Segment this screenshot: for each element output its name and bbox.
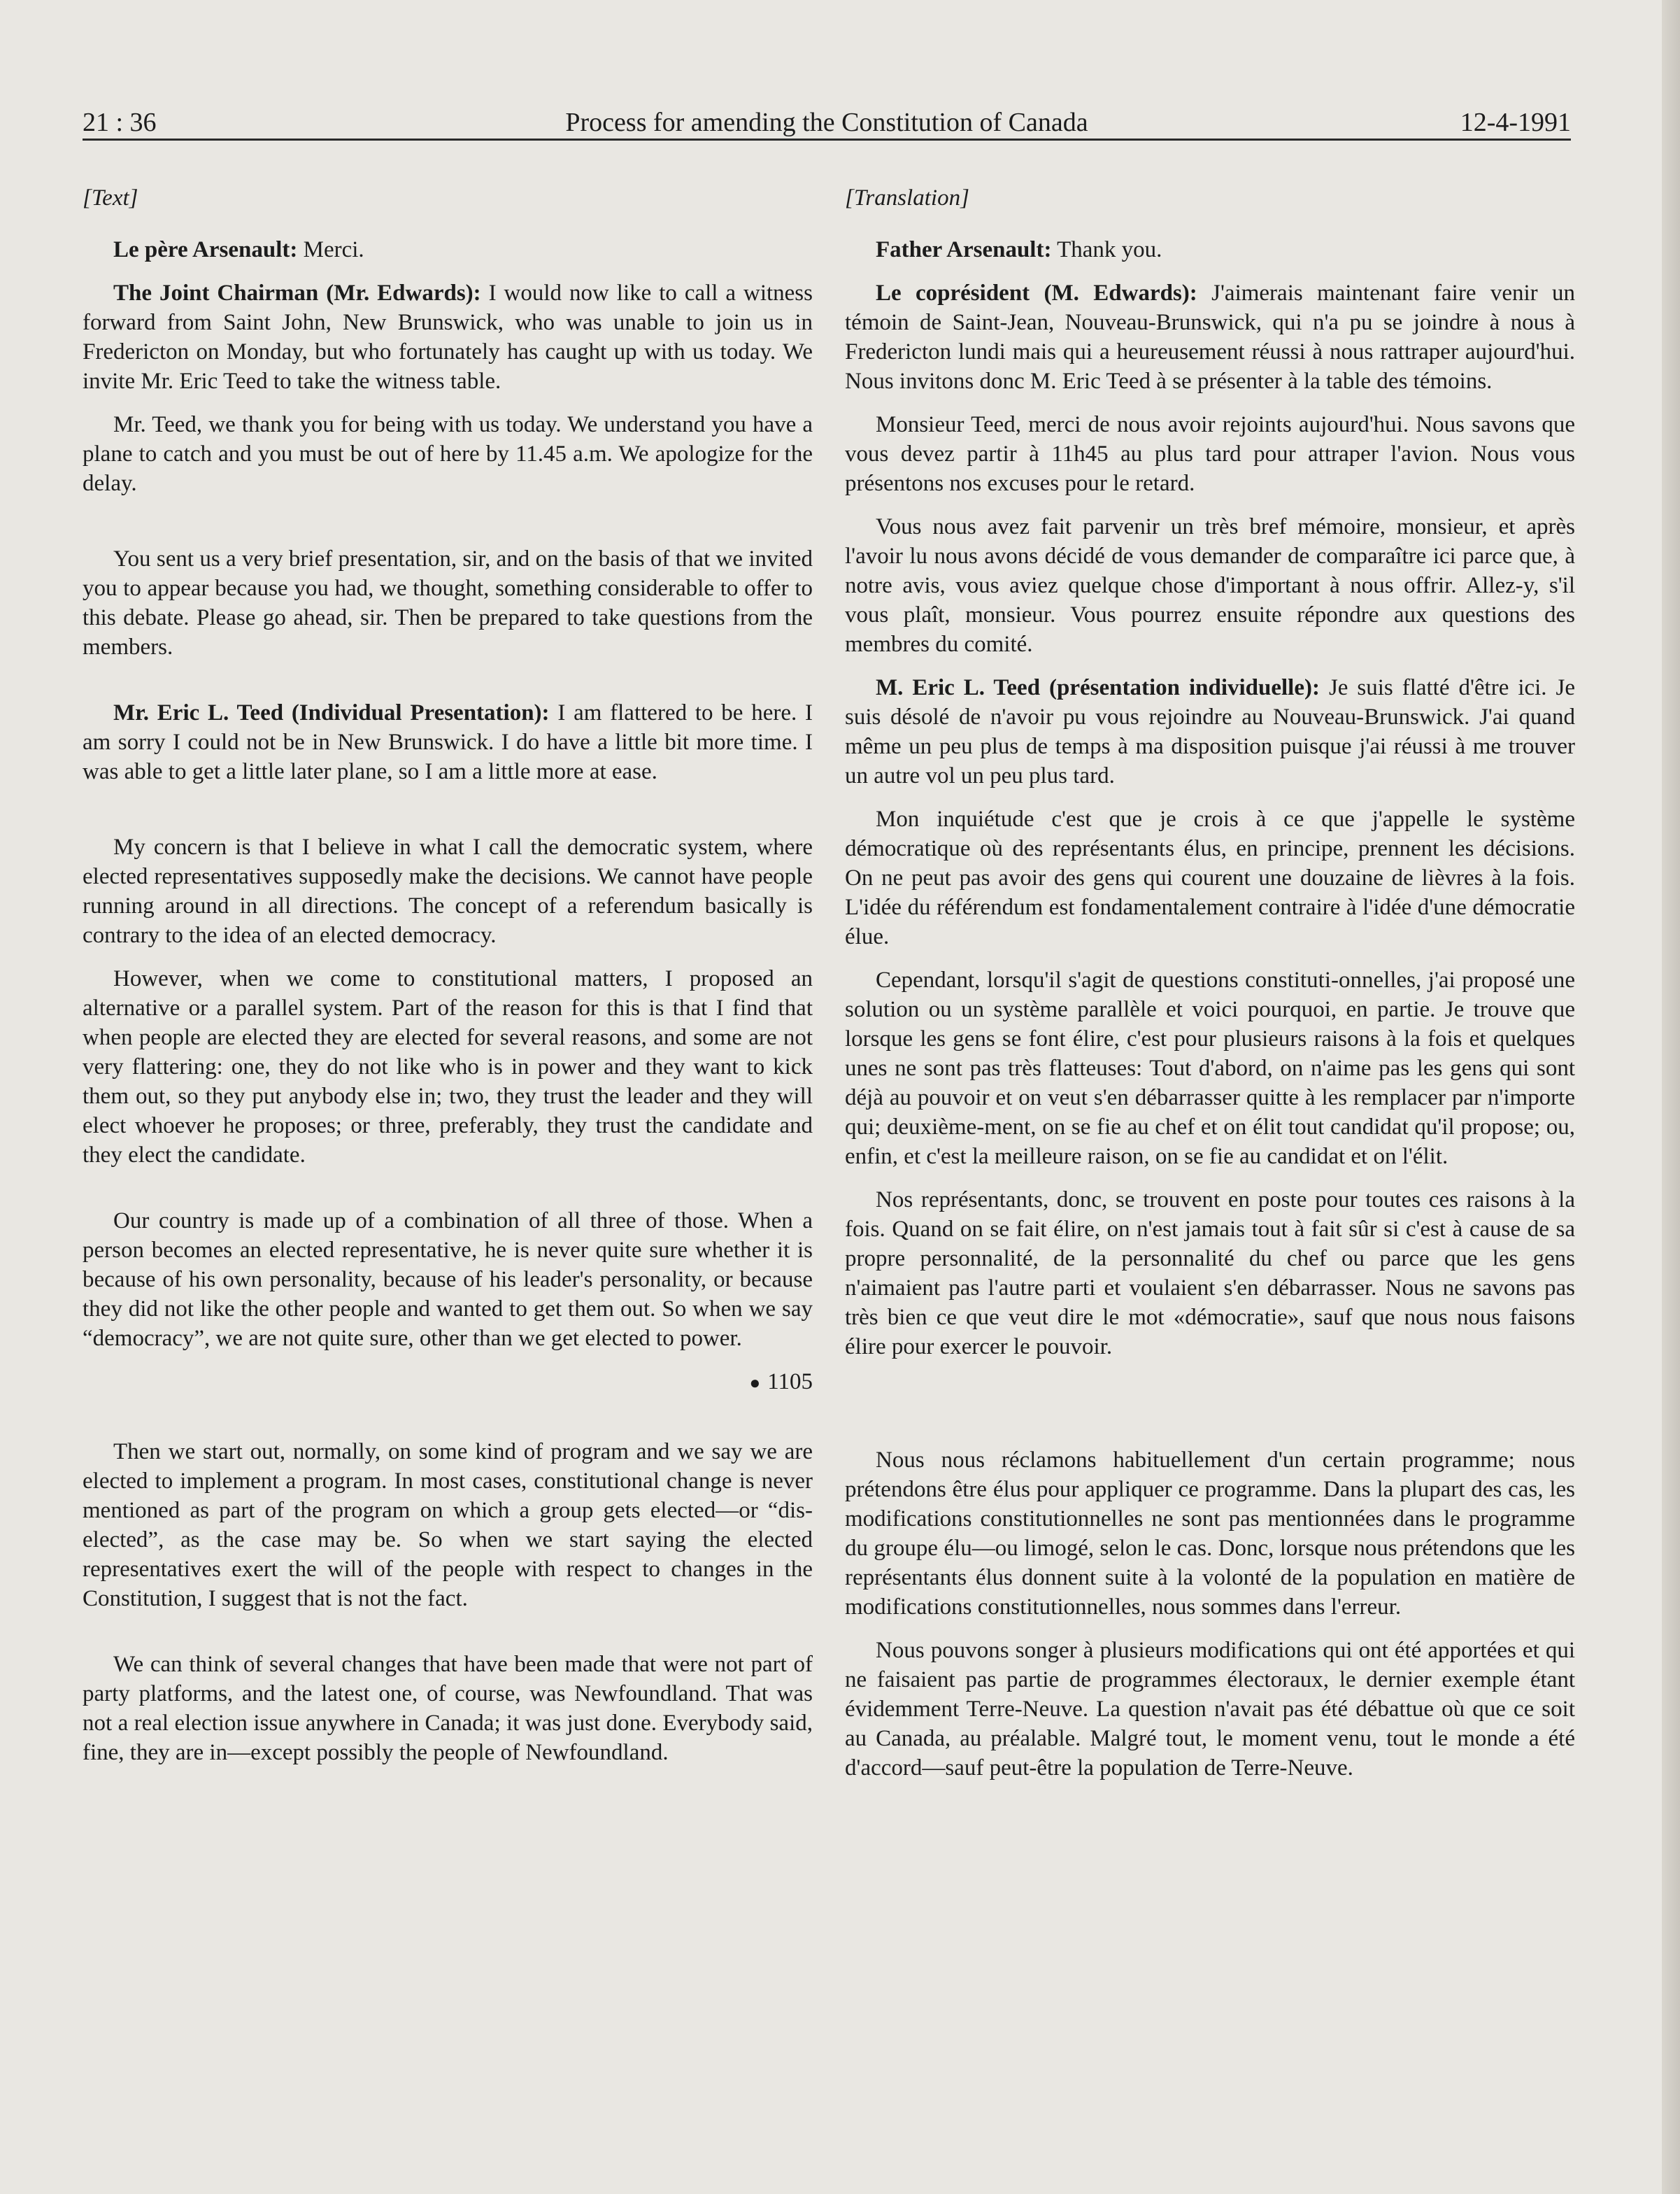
speaker-name: Father Arsenault: bbox=[876, 237, 1052, 262]
paragraph: Our country is made up of a combination of all three of those. When a person becomes an elected representative, he is never quite sure whether it is because of his own personality, because of his leader's personality, or because they did not like the other people and wanted to get them out. So when we say “democracy”, we are not quite sure, other than we get elected to power. bbox=[83, 1208, 813, 1351]
paragraph-text: I am flattered to be here. I am sorry I could not be in New Brunswick. I do have a little bit more time. I was able to get a little later plane, so I am a little more at ease. bbox=[83, 700, 813, 784]
paragraph: Cependant, lorsqu'il s'agit de questions constituti-onnelles, j'ai proposé une solution ou un système parallèle et voici pourquoi, en partie. Je trouve que lorsque les gens se font élire, c'est pour plusieurs raisons à la fois et quelques unes ne sont pas très flatteuses: Tout d'abord, on n'aime pas les gens qui sont déjà au pouvoir et on veut s'en débarrasser quitte à les remplacer par n'importe qui; deuxième-ment, on se fie au chef et on élit tout candidat qu'il propose; ou, enfin, et c'est la meilleure raison, on se fie au candidat et on l'élit. bbox=[845, 968, 1575, 1169]
paragraph: Then we start out, normally, on some kind of program and we say we are elected to implement a program. In most cases, constitutional change is never mentioned as part of the program on which a group gets elected—or “dis-elected”, as the case may be. So when we start saying the elected representatives exert the will of the people with respect to changes in the Constitution, I suggest that is not the fact. bbox=[83, 1439, 813, 1611]
paragraph: We can think of several changes that have been made that were not part of party platforms, and the latest one, of course, was Newfoundland. That was not a real election issue anywhere in Canada; it was just done. Everybody said, fine, they are in—except possibly the people of Newfoundland. bbox=[83, 1652, 813, 1765]
english-column bbox=[83, 183, 813, 1781]
paragraph bbox=[845, 235, 1575, 264]
paragraph: Vous nous avez fait parvenir un très bref mémoire, monsieur, et après l'avoir lu nous avons décidé de vous demander de comparaître ici parce que, à notre avis, vous aviez quelque chose d'important à nous offrir. Allez-y, s'il vous plaît, monsieur. Vous pourrez ensuite répondre aux questions des membres du comité. bbox=[845, 514, 1575, 657]
paragraph bbox=[83, 278, 813, 396]
speaker-name: Le coprésident (M. Edwards): bbox=[876, 281, 1197, 306]
paragraph-text: J'aimerais maintenant faire venir un témoin de Saint-Jean, Nouveau-Brunswick, qui n'a pu se joindre à nous à Fredericton lundi mais qui a heureusement réussi à nous rattraper aujourd'hui. Nous invitons donc M. Eric Teed à se présenter à la table des témoins. bbox=[845, 281, 1575, 394]
paragraph-text: Thank you. bbox=[1051, 237, 1162, 262]
time-marker-value: 1105 bbox=[767, 1369, 813, 1394]
column-label: [Translation] bbox=[845, 185, 969, 211]
speaker-name: The Joint Chairman (Mr. Edwards): bbox=[113, 281, 481, 306]
document-title: Process for amending the Constitution of Canada bbox=[565, 108, 1088, 137]
paragraph bbox=[845, 278, 1575, 396]
running-header bbox=[83, 105, 1571, 140]
paragraph-text: I would now like to call a witness forward from Saint John, New Brunswick, who was unable to join us in Fredericton on Monday, but who fortunately has caught up with us today. We invite Mr. Eric Teed to take the witness table. bbox=[83, 281, 813, 394]
paragraph: My concern is that I believe in what I call the democratic system, where elected representatives supposedly make the decisions. We cannot have people running around in all directions. The concept of a referendum basically is contrary to the idea of an elected democracy. bbox=[83, 835, 813, 948]
speaker-name: M. Eric L. Teed (présentation individuelle): bbox=[876, 675, 1320, 700]
document-date: 12-4-1991 bbox=[1460, 108, 1571, 137]
paragraph: Nous pouvons songer à plusieurs modifications qui ont été apportées et qui ne faisaient pas partie de programmes électoraux, le dernier exemple étant évidemment Terre-Neuve. La question n'avait pas été débattue où que ce soit au Canada, au préalable. Malgré tout, le moment venu, tout le monde a été d'accord—sauf peut-être la population de Terre-Neuve. bbox=[845, 1638, 1575, 1781]
header-rule bbox=[83, 139, 1571, 141]
time-marker bbox=[83, 1367, 813, 1398]
speaker-name: Mr. Eric L. Teed (Individual Presentation): bbox=[113, 700, 550, 726]
page-edge-shadow bbox=[1662, 0, 1680, 2194]
speaker-name: Le père Arsenault: bbox=[113, 237, 298, 262]
paragraph: Mr. Teed, we thank you for being with us today. We understand you have a plane to catch and you must be out of here by 11.45 a.m. We apologize for the delay. bbox=[83, 412, 813, 496]
paragraph: Nous nous réclamons habituellement d'un certain programme; nous prétendons être élus pour appliquer ce programme. Dans la plupart des cas, les modifications constitutionnelles ne sont pas mentionnées dans le programme du groupe élu—ou limogé, selon le cas. Donc, lorsque nous prétendons que les représentants élus donnent suite à la volonté de la population en matière de modifications constitutionnelles, nous sommes dans l'erreur. bbox=[845, 1448, 1575, 1620]
page-number: 21 : 36 bbox=[83, 108, 157, 137]
paragraph: Nos représentants, donc, se trouvent en poste pour toutes ces raisons à la fois. Quand on se fait élire, on n'est jamais tout à fait sûr si c'est à cause de sa propre personnalité, de la personnalité du chef ou parce que les gens n'aimaient pas l'autre parti et voulaient s'en débarrasser. Nous ne savons pas très bien ce que veut dire le mot «démocratie», sauf que nous nous faisons élire pour exercer le pouvoir. bbox=[845, 1187, 1575, 1359]
paragraph: You sent us a very brief presentation, sir, and on the basis of that we invited you to appear because you had, we thought, something considerable to offer to this debate. Please go ahead, sir. Then be prepared to take questions from the members. bbox=[83, 546, 813, 660]
paragraph bbox=[845, 673, 1575, 791]
french-column bbox=[845, 183, 1575, 1797]
paragraph: Mon inquiétude c'est que je crois à ce que j'appelle le système démocratique où des représentants élus, en principe, prennent les décisions. On ne peut pas avoir des gens qui courent une douzaine de lièvres à la fois. L'idée du référendum est fondamentalement contraire à l'idée d'une démocratie élue. bbox=[845, 807, 1575, 949]
paragraph-text: Je suis flatté d'être ici. Je suis désolé de n'avoir pu vous rejoindre au Nouveau-Brunswick. J'ai quand même un peu plus de temps à ma disposition puisque j'ai réussi à me trouver un autre vol un peu plus tard. bbox=[845, 675, 1575, 788]
column-label: [Text] bbox=[83, 185, 138, 211]
paragraph bbox=[83, 235, 813, 264]
paragraph: Monsieur Teed, merci de nous avoir rejoints aujourd'hui. Nous savons que vous devez partir à 11h45 au plus tard pour attraper l'avion. Nous vous présentons nos excuses pour le retard. bbox=[845, 412, 1575, 496]
paragraph: However, when we come to constitutional matters, I proposed an alternative or a parallel system. Part of the reason for this is that I find that when people are elected they are elected for several reasons, and some are not very flattering: one, they do not like who is in power and they want to kick them out, so they put anybody else in; two, they trust the leader and they will elect whoever he proposes; or three, preferably, they trust the candidate and they elect the candidate. bbox=[83, 966, 813, 1168]
bullet-icon: ● bbox=[749, 1373, 761, 1393]
paragraph bbox=[83, 698, 813, 786]
paragraph-text: Merci. bbox=[297, 237, 364, 262]
